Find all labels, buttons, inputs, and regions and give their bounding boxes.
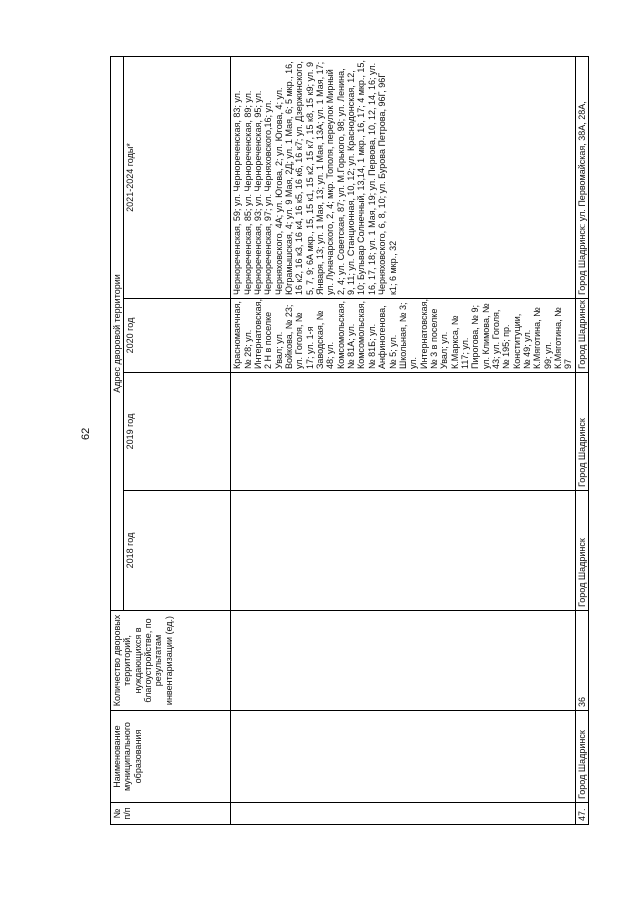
header-num: № п/п (111, 803, 231, 825)
address-data-row (231, 56, 575, 824)
cell-city-count: 36 (575, 611, 588, 711)
cell-municipality-empty (231, 711, 575, 803)
header-municipality: Наименование муниципального образования (111, 711, 231, 803)
rotated-table-container (110, 57, 608, 825)
cell-city-2019: Город Шадринск (575, 373, 588, 491)
cell-city-2018: Город Шадринск (575, 491, 588, 611)
cell-num-empty (231, 803, 575, 825)
cell-2019-empty (231, 373, 575, 491)
header-count: Количество дворовых территорий, нуждающихся в благоустройстве, по результатам инвентаризации (ед.) (111, 611, 231, 711)
cell-city-2020: Город Шадринск (575, 299, 588, 373)
city-row (575, 56, 588, 824)
header-row-top (111, 56, 124, 824)
cell-2020-addresses: Красномаячная, № 28; ул. Интернатовская, 2 Н в поселке Увал; ул. Войкова, № 23; ул. Гоголя, № 17; ул. 1-я Заводская, № 48; ул. Комсомольская, № 81А; ул. Комсомольская, № 81Б; ул. Анфиногенова, № 5; ул. Школьная, № 3; ул. Интернатовская, № 3 в поселке Увал; ул. К.Маркса, № 117; ул. Пирогова, № 9; ул. Климова, № 43; ул. Гоголя, № 195; пр. Конституции, № 49; ул. К.Мяготина, № 99; ул. К.Мяготина, № 97 (231, 299, 575, 373)
header-2020: 2020 год (124, 299, 231, 373)
header-2021-2024: 2021-2024 годы* (124, 56, 231, 298)
cell-city-2021: Город Шадринск: ул. Первомайская, 38А, 28А, (575, 56, 588, 298)
courtyard-table (110, 56, 589, 825)
cell-city-name: Город Шадринск (575, 711, 588, 803)
cell-2018-empty (231, 491, 575, 611)
cell-row-number: 47. (575, 803, 588, 825)
cell-count-empty (231, 611, 575, 711)
cell-2021-addresses: Чернореченская, 59; ул. Чернореченская, 83; ул. Чернореченская, 85; ул. Чернореченская, 89; ул. Чернореченская, 93; ул. Чернореченская, 95; ул. Чернореченская, 97; ул. Черняховского,16; ул. Черняховского, 4А; ул. Югова, 2; ул. Югова, 4; ул. Юграмышская, 4; ул. 9 Мая, 2Д; ул. 1 Мая, 6; 5 мкр., 16, 16 к2, 16 к3, 16 к4, 16 к5, 16 к6, 16 к7; ул. Дзержинского, 5, 7, 9; 6А мкр., 15, 15 к1, 15 к2, 15 к7, 15 к8, 15 к9; ул. 9 Января, 13; ул. 1 Мая, 13; ул. 1 Мая, 13А; ул. 1 Мая, 17; ул. Луначарского, 2, 4; мкр. Тополя, переулок Мирный 2, 4; ул. Советская, 87; ул. М.Горького, 98; ул. Ленина, 9, 11; ул. Станционная, 10, 12; ул. Краснодонская, 12, 10; Бульвар Солнечный, 13,14, 1 мкр., 16, 17; 4 мкр., 15, 16, 17, 18; ул. 1 Мая, 19; ул. Первова, 10, 12, 14, 16; ул. Черняховского, 6, 8, 10; ул. Бурова Петрова, 96Г, 96Г к1; 6 мкр., 32 (231, 56, 575, 298)
page-number: 62 (80, 427, 92, 440)
header-2019: 2019 год (124, 373, 231, 491)
header-2018: 2018 год (124, 491, 231, 611)
header-address-group: Адрес дворовой территории (111, 56, 124, 610)
